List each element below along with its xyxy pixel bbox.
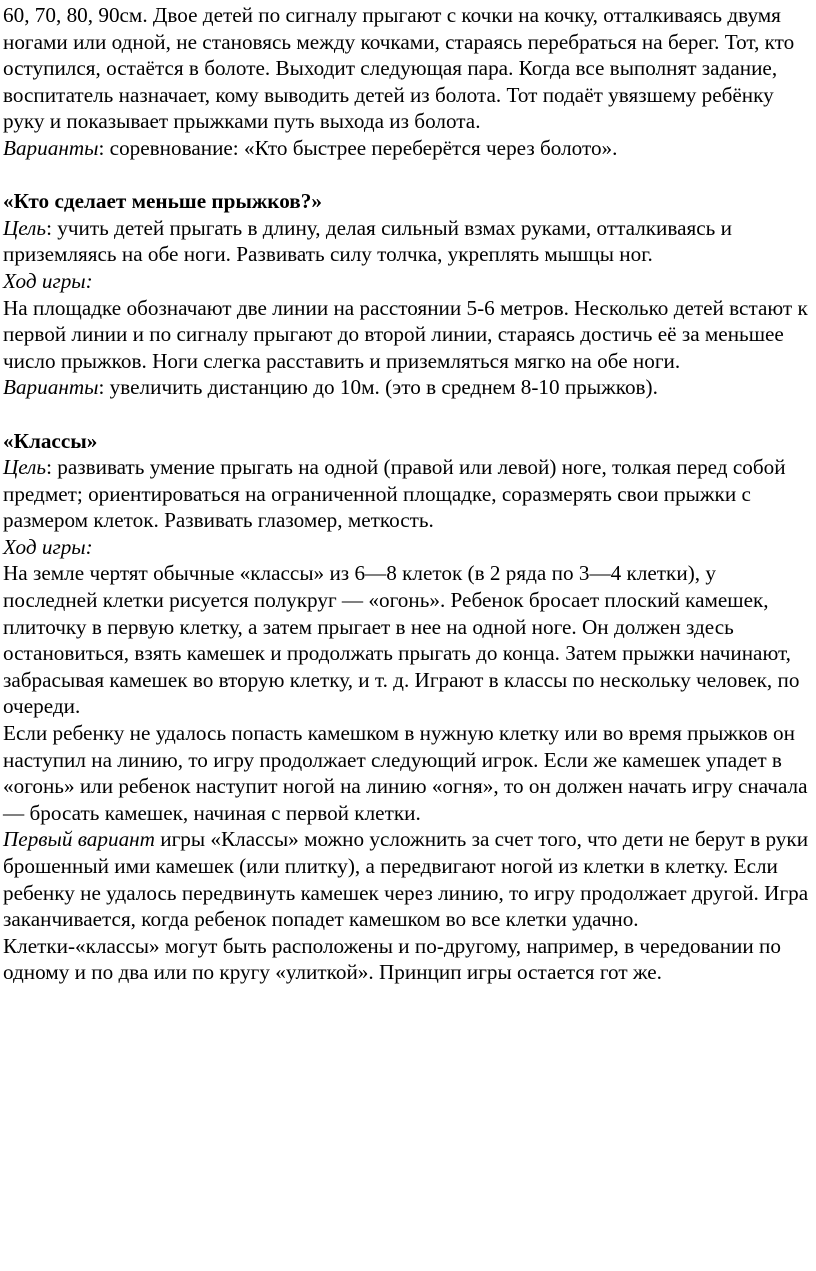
game1-goal-text: : учить детей прыгать в длину, делая сильный взмах руками, отталкиваясь и приземляясь на обе ноги. Развивать силу толчка, укреплять мышцы ног. <box>3 215 732 267</box>
game2-course-label: Ход игры: <box>3 534 93 559</box>
game2-variant-label: Первый вариант <box>3 827 155 852</box>
game2-paragraph-1: На земле чертят обычные «классы» из 6—8 клеток (в 2 ряда по 3—4 клетки), у последней клетки рисуется полукруг — «огонь». Ребенок бросает плоский камешек, плиточку в первую клетку, а затем прыгает в нее на одной ноге. Он должен здесь остановиться, взять камешек и продолжать прыгать до конца. Затем прыжки начинают, забрасывая камешек во вторую клетку, и т. д. Играют в классы по нескольку человек, по очереди. <box>3 561 800 719</box>
game2-paragraph-2: Если ребенку не удалось попасть камешком в нужную клетку или во время прыжков он наступил на линию, то игру продолжает следующий игрок. Если же камешек упадет в «огонь» или ребенок наступит ногой на линию «огня», то он должен начать игру сначала — бросать камешек, начиная с первой клетки. <box>3 721 808 825</box>
game2-variant <box>3 826 810 932</box>
game1-course-label: Ход игры: <box>3 268 93 293</box>
intro-variants-text: : соревнование: «Кто быстрее переберётся через болото». <box>98 135 618 160</box>
game1-goal-label: Цель <box>3 215 47 240</box>
game2-paragraph-3: Клетки-«классы» могут быть расположены и по-другому, например, в чередовании по одному и по два или по кругу «улиткой». Принцип игры остается гот же. <box>3 933 781 985</box>
game2-variant-text: игры «Классы» можно усложнить за счет того, что дети не берут в руки брошенный ими камешек (или плитку), а передвигают ногой из клетки в клетку. Если ребенку не удалось передвинуть камешек через линию, то игру продолжает другой. Игра заканчивается, когда ребенок попадет камешком во все клетки удачно. <box>3 827 809 932</box>
game1-variants <box>3 374 810 401</box>
intro-paragraph: 60, 70, 80, 90см. Двое детей по сигналу прыгают с кочки на кочку, отталкиваясь двумя ногами или одной, не становясь между кочками, стараясь перебраться на берег. Тот, кто оступился, остаётся в болоте. Выходит следующая пара. Когда все выполнят задание, воспитатель назначает, кому выводить детей из болота. Тот подаёт увязшему ребёнку руку и показывает прыжками путь выхода из болота. <box>3 3 795 134</box>
game1-course-text: На площадке обозначают две линии на расстоянии 5-6 метров. Несколько детей встают к первой линии и по сигналу прыгают до второй линии, стараясь достичь её за меньшее число прыжков. Ноги слегка расставить и приземляться мягко на обе ноги. <box>3 295 808 373</box>
spacer <box>3 401 810 428</box>
game2-goal <box>3 454 810 534</box>
game1-variants-text: : увеличить дистанцию до 10м. (это в среднем 8-10 прыжков). <box>98 375 658 400</box>
spacer <box>3 162 810 189</box>
game1-variants-label: Варианты <box>3 375 99 400</box>
game2-title: «Классы» <box>3 428 98 453</box>
game2-goal-text: : развивать умение прыгать на одной (правой или левой) ноге, толкая перед собой предмет; ориентироваться на ограниченной площадке, соразмерять свои прыжки с размером клеток. Развивать глазомер, меткость. <box>3 455 786 533</box>
game2-goal-label: Цель <box>3 455 47 480</box>
intro-variants <box>3 135 810 162</box>
intro-variants-label: Варианты <box>3 135 99 160</box>
game1-title: «Кто сделает меньше прыжков?» <box>3 189 322 214</box>
game1-goal <box>3 215 810 268</box>
